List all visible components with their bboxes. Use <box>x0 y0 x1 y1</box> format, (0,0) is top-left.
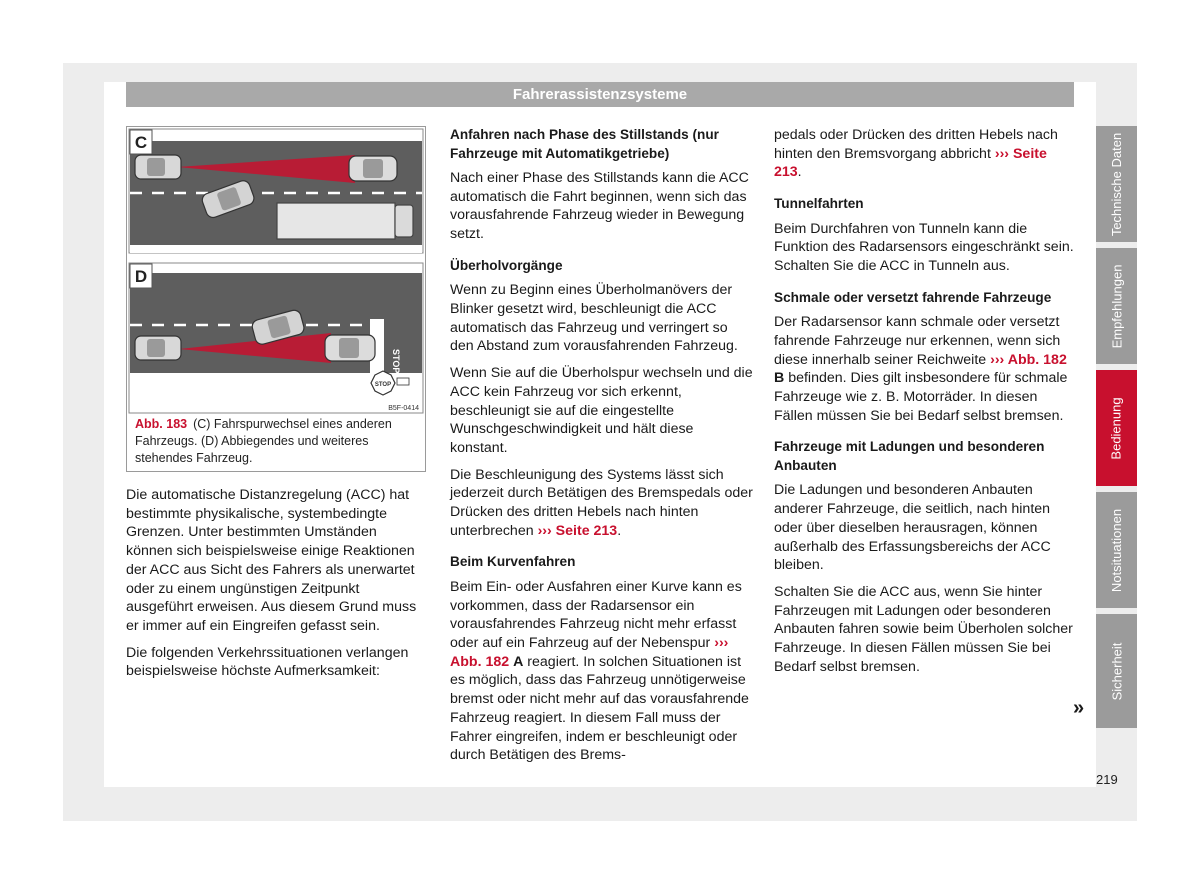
loads-paragraph-2: Schalten Sie die ACC aus, wenn Sie hinter Fahrzeugen mit Ladungen oder besonderen Anbauten fahren sowie beim Überholen solcher Fahrzeuge. In diesen Fällen müssen Sie bei Bedarf selbst bremsen. <box>774 583 1073 675</box>
ego-car-d <box>135 336 181 360</box>
loads-paragraph-1: Die Ladungen und besonderen Anbauten anderer Fahrzeuge, die seitlich, nach hinten oder über dieselben herausragen, können außerhalb des Erfassungsbereichs der ACC bleiben. <box>774 482 1051 574</box>
heading-tunnels: Tunnelfahrten <box>774 196 864 212</box>
figure-183 <box>126 126 426 472</box>
stationary-car-d <box>325 335 375 361</box>
column-1 <box>126 486 424 689</box>
tab-bedienung[interactable]: Bedienung <box>1096 370 1137 486</box>
front-car-c <box>349 156 397 181</box>
column-3 <box>774 126 1074 684</box>
overtaking-paragraph-2: Wenn Sie auf die Überholspur wechseln und die ACC kein Fahrzeug vor sich erkennt, beschleunigt sie auf die eingestellte Wunschgeschwindigkeit und hält diese konstant. <box>450 365 753 456</box>
figure-code: B5F-0414 <box>388 405 419 412</box>
figure-caption <box>135 416 419 467</box>
stop-road-marking: STOP <box>391 349 401 374</box>
figure-182-link-2[interactable]: ››› Abb. 182 <box>990 351 1067 368</box>
acceleration-paragraph: Die Beschleunigung des Systems lässt sich jederzeit durch Betätigen des Bremspedals oder Drücken des dritten Hebels nach hinten unterbrechen ››› Seite 213. <box>450 466 753 539</box>
curves-paragraph: Beim Ein- oder Ausfahren einer Kurve kann es vorkommen, dass der Radarsensor ein vorausfahrendes Fahrzeug nicht mehr erfasst oder auf ein Fahrzeug auf der Nebenspur ››› Abb. 182 A reagiert. In solchen Situationen ist es möglich, dass das Fahrzeug unnötigerweise bremst oder nicht mehr auf das vorausfahrende Fahrzeug reagiert. In diesem Fall muss der Fahrer eingreifen, indem er beschleunigt oder durch Betätigen des Brems- <box>450 578 749 764</box>
figure-182-link[interactable]: ››› Abb. 182 <box>450 635 729 670</box>
caption-reference: Abb. 183 <box>135 417 188 431</box>
tab-sicherheit[interactable]: Sicherheit <box>1096 614 1137 728</box>
standstill-paragraph: Nach einer Phase des Stillstands kann die ACC automatisch die Fahrt beginnen, wenn sich das vorausfahrende Fahrzeug wieder in Bewegung setzt. <box>450 170 749 243</box>
page-213-link[interactable]: ››› Seite 213 <box>537 522 618 539</box>
chapter-header: Fahrerassistenzsysteme <box>126 82 1074 107</box>
tab-notsituationen[interactable]: Notsituationen <box>1096 492 1137 608</box>
heading-overtaking: Überholvorgänge <box>450 257 563 273</box>
panel-c-label: C <box>134 133 148 152</box>
intro-paragraph: Die automatische Distanzregelung (ACC) hat bestimmte physikalische, systembedingte Grenzen. Unter bestimmten Umständen können sich beispielsweise einige Reaktionen der ACC aus Sicht des Fahrers als unerwartet oder zu einem ungünstigen Zeitpunkt ausgeführt erweisen. Aus diesem Grund muss er immer auf ein Eingreifen gefasst sein. <box>126 487 417 634</box>
truck-c <box>277 203 413 239</box>
ego-car-c <box>135 155 181 179</box>
svg-text:STOP: STOP <box>374 382 392 388</box>
tunnels-paragraph: Beim Durchfahren von Tunneln kann die Funktion des Radarsensors eingeschränkt sein. Schalten Sie die ACC in Tunneln aus. <box>774 220 1074 275</box>
tab-empfehlungen[interactable]: Empfehlungen <box>1096 248 1137 364</box>
overtaking-paragraph-1: Wenn zu Beginn eines Überholmanövers der Blinker gesetzt wird, beschleunigt die ACC automatisch das Fahrzeug und verringert so den Abstand zum vorausfahrenden Fahrzeug. <box>450 282 738 355</box>
tab-technische-daten[interactable]: Technische Daten <box>1096 126 1137 242</box>
page-213-link-2[interactable]: ››› Seite 213 <box>774 145 1047 181</box>
figure-illustration <box>127 127 425 417</box>
heading-standstill: Anfahren nach Phase des Stillstands (nur Fahrzeuge mit Automatikgetriebe) <box>450 127 719 161</box>
heading-narrow-vehicles: Schmale oder versetzt fahrende Fahrzeuge <box>774 289 1052 305</box>
narrow-vehicles-paragraph: Der Radarsensor kann schmale oder versetzt fahrende Fahrzeuge nur erkennen, wenn sich diese innerhalb seiner Reichweite ››› Abb. 182 B befinden. Dies gilt insbesondere für schmale Fahrzeuge wie z. B. Motorräder. In diesen Fällen müssen Sie bei Bedarf selbst bremsen. <box>774 314 1068 424</box>
heading-curves: Beim Kurvenfahren <box>450 554 576 570</box>
caption-text: (C) Fahrspurwechsel eines anderen Fahrzeugs. (D) Abbiegendes und weiteres stehendes Fahrzeug. <box>135 417 392 465</box>
page-number: 219 <box>1096 772 1118 787</box>
continue-arrow-icon: » <box>1073 697 1085 719</box>
brake-paragraph: pedals oder Drücken des dritten Hebels nach hinten den Bremsvorgang abbricht ››› Seite 213. <box>774 127 1058 181</box>
heading-loads: Fahrzeuge mit Ladungen und besonderen Anbauten <box>774 439 1045 473</box>
situations-intro: Die folgenden Verkehrssituationen verlangen beispielsweise höchste Aufmerksamkeit: <box>126 644 409 680</box>
panel-d-label: D <box>134 267 148 286</box>
column-2 <box>450 126 754 773</box>
